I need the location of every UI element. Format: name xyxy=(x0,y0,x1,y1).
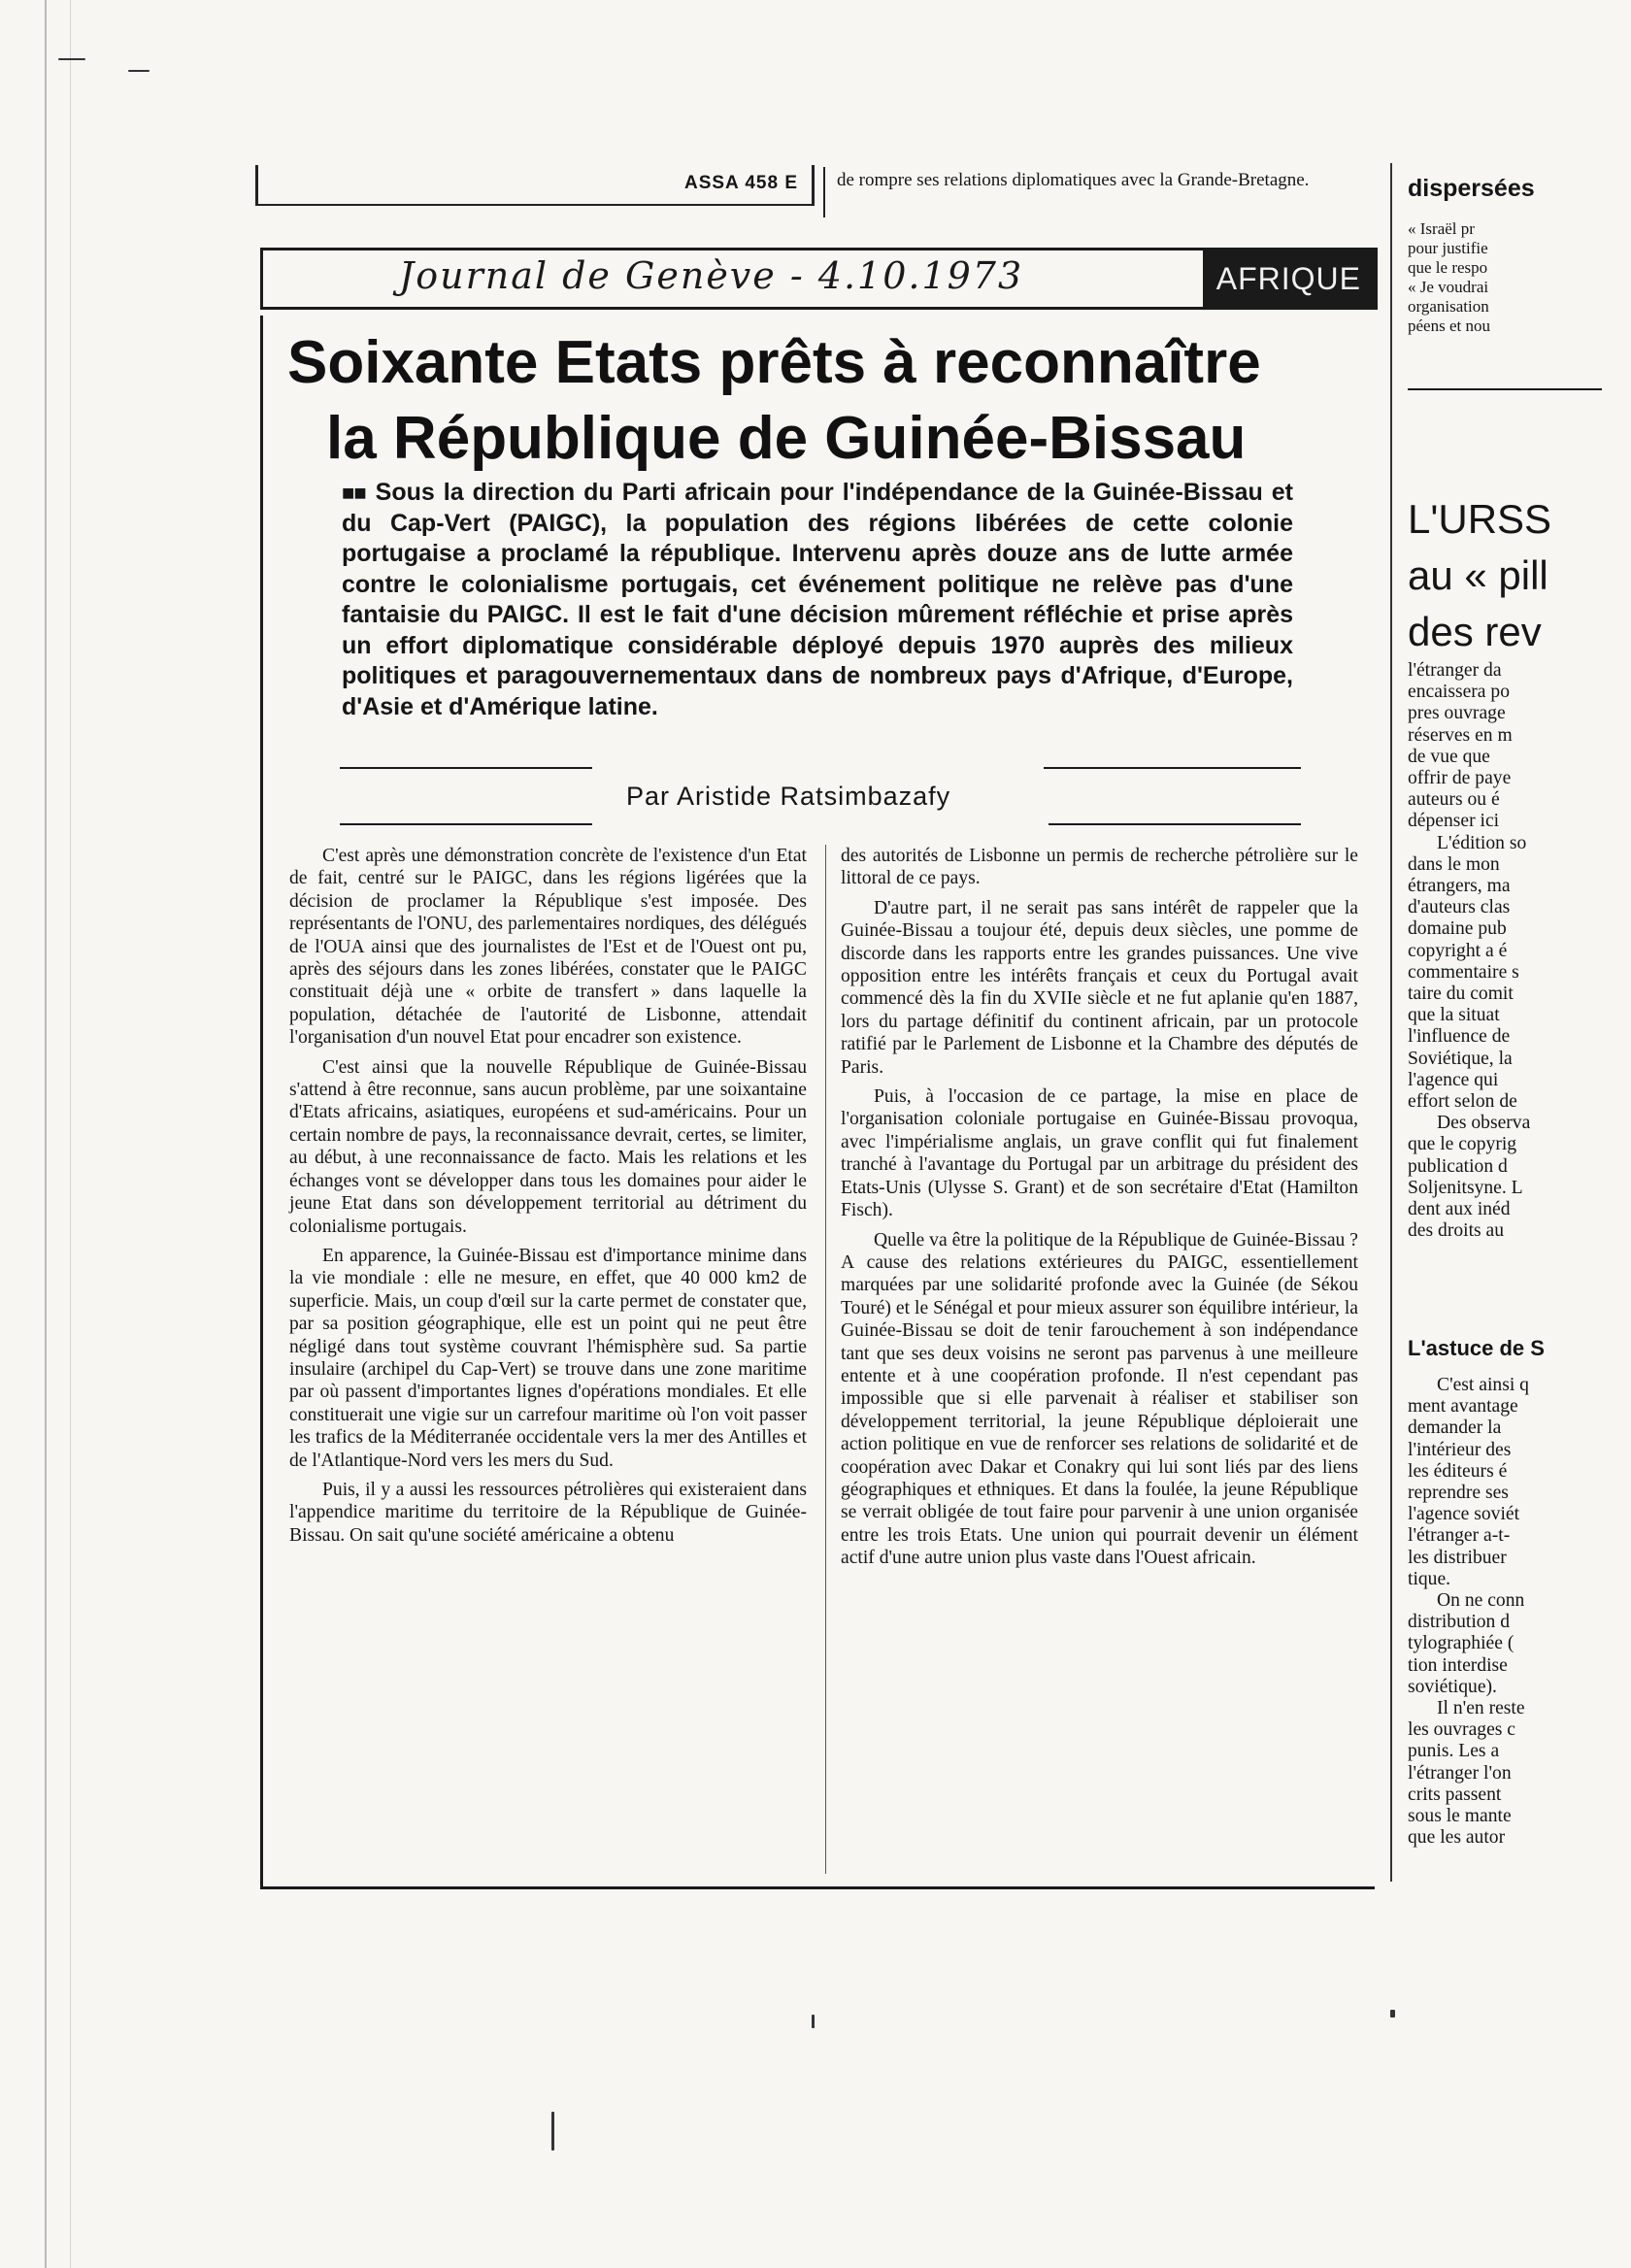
text-line: C'est ainsi q xyxy=(1437,1375,1529,1395)
article-lead xyxy=(342,478,1293,722)
text-line: demander la xyxy=(1408,1418,1502,1439)
scan-speck xyxy=(551,2112,554,2151)
text-line: que la situat xyxy=(1408,1005,1500,1026)
text-line: soviétique). xyxy=(1408,1676,1497,1697)
paragraph-continued: des autorités de Lisbonne un permis de recherche pétrolière sur le littoral de ce pays. xyxy=(841,846,1358,889)
byline: Par Aristide Ratsimbazafy xyxy=(626,782,951,811)
text-line: L'édition so xyxy=(1437,832,1527,853)
headline-line-1: Soixante Etats prêts à reconnaître xyxy=(287,329,1261,396)
paragraph: Puis, il y a aussi les ressources pétrolières qui existeraient dans l'appendice maritime du territoire de la République de Guinée-Bissau. On sait qu'une société américaine a obtenu xyxy=(289,1479,807,1546)
text-line: distribution d xyxy=(1408,1612,1511,1633)
scan-speck xyxy=(812,2015,815,2028)
paragraph: D'autre part, il ne serait pas sans intérêt de rappeler que la Guinée-Bissau a toujour été, depuis deux siècles, une pomme de discorde dans les rapports entre les grandes puissances. Une vive opposition entre les intérêts français et ceux du Portugal avait commencé dès la fin du XVIIe siècle et ne fut aplanie qu'en 1887, lors du partage définitif du continent africain, par un protocole ratifié par le Parlement de Lisbonne et la Chambre des députés de Paris. xyxy=(841,897,1358,1078)
text-line: Soviétique, la xyxy=(1408,1048,1513,1069)
scan-edge-faint xyxy=(70,0,71,2268)
text-line: reprendre ses xyxy=(1408,1483,1509,1504)
clipping-header-strip xyxy=(255,165,815,206)
text-line: Soljenitsyne. L xyxy=(1408,1177,1523,1198)
adjacent-article-column xyxy=(1408,163,1631,1872)
previous-article-tail: de rompre ses relations diplomatiques avec la Grande-Bretagne. xyxy=(837,170,1310,190)
side-column-border xyxy=(1390,163,1392,1882)
lead-bullets: ■■ xyxy=(342,481,366,505)
text-line: « Israël pr xyxy=(1408,219,1475,238)
byline-rule-top xyxy=(340,767,592,769)
text-line: que le respo xyxy=(1408,258,1488,277)
side-title: dispersées xyxy=(1408,175,1535,202)
text-line: organisation xyxy=(1408,297,1489,316)
text-line: les distribuer xyxy=(1408,1547,1507,1568)
text-line: « Je voudrai xyxy=(1408,278,1489,296)
text-line: que les autor xyxy=(1408,1827,1506,1849)
column-divider xyxy=(825,845,826,1874)
text-line: Des observa xyxy=(1437,1113,1531,1134)
paragraph: C'est ainsi que la nouvelle République de Guinée-Bissau s'attend à être reconnue, sans aucun problème, par une soixantaine d'Etats africains, asiatiques, européens et sud-américains. Pour un certain nombre de pays, la reconnaissance devrait, certes, se limiter, au début, à une reconnaissance de facto. Mais les relations et les échanges vont se développer dans tous les domaines pour aider le jeune Etat dans son développement territorial au détriment du colonialisme portugais. xyxy=(289,1056,807,1237)
masthead-bar xyxy=(260,248,1378,310)
paragraph: En apparence, la Guinée-Bissau est d'importance minime dans la vie mondiale : elle ne mesure, en effet, que 40 000 km2 de superficie. Mais, un coup d'œil sur la carte permet de constater que, par sa position géographique, elle est un point qui ne peut être négligé dans tout système couvrant l'hémisphère sud. Sa partie insulaire (archipel du Cap-Vert) se trouve dans une zone maritime par où passent d'importantes lignes d'opérations mondiales. Et elle constituerait une vigie sur un carrefour maritime où l'on voit passer les trafics de la Méditerranée occidentale vers la mer des Antilles et de l'Atlantique-Nord vers les mers du Sud. xyxy=(289,1245,807,1471)
text-line: l'intérieur des xyxy=(1408,1439,1512,1460)
text-line: les éditeurs é xyxy=(1408,1460,1508,1482)
scan-speck xyxy=(128,70,150,72)
section-label: AFRIQUE xyxy=(1203,250,1375,307)
article-column-1 xyxy=(289,845,807,1547)
headline-line-2: la République de Guinée-Bissau xyxy=(326,405,1247,472)
text-line: dent aux inéd xyxy=(1408,1199,1511,1220)
side-headline-line: L'URSS xyxy=(1408,496,1552,542)
text-line: d'auteurs clas xyxy=(1408,897,1511,918)
text-line: réserves en m xyxy=(1408,724,1513,746)
text-line: punis. Les a xyxy=(1408,1741,1500,1762)
text-line: offrir de paye xyxy=(1408,768,1512,789)
text-line: l'étranger l'on xyxy=(1408,1762,1512,1784)
text-line: crits passent xyxy=(1408,1784,1502,1805)
text-line: l'étranger da xyxy=(1408,660,1502,681)
text-line: péens et nou xyxy=(1408,317,1490,335)
article-headline xyxy=(287,325,1365,477)
text-line: On ne conn xyxy=(1437,1590,1525,1612)
text-line: copyright a é xyxy=(1408,940,1508,961)
scan-speck xyxy=(58,58,85,60)
byline-rule-left xyxy=(340,823,592,825)
text-line: encaissera po xyxy=(1408,682,1510,703)
text-line: effort selon de xyxy=(1408,1091,1517,1113)
paragraph: Quelle va être la politique de la République de Guinée-Bissau ? A cause des relations extérieures du PAIGC, essentiellement marquées par une solidarité profonde avec la Guinée (de Sékou Touré) et le Sénégal et pour mieux assurer son équilibre intérieur, la Guinée-Bissau se doit de tenir farouchement à son indépendance tant que ses deux voisins ne seront pas parvenus à une meilleure entente et à une coopération profonde. Il n'est cependant pas impossible que si elle parvenait à réaliser et stabiliser son développement territorial, la jeune République déploierait une action politique en vue de renforcer ses relations de solidarité et de coopération avec Dakar et Conakry qui lui sont liés par des liens géographiques et ethniques. Et dans la foulée, la jeune République se verrait obligée de tout faire pour parvenir à une union organisée entre les trois Etats. Une union qui pourrait devenir un élément actif d'une autre union plus vaste dans l'Ouest africain. xyxy=(841,1229,1358,1569)
text-line: l'agence qui xyxy=(1408,1069,1499,1090)
text-line: tylographiée ( xyxy=(1408,1633,1514,1654)
article-column-2 xyxy=(841,845,1358,1570)
text-line: de vue que xyxy=(1408,746,1490,767)
paragraph: Puis, à l'occasion de ce partage, la mise en place de l'organisation coloniale portugaise en Guinée-Bissau provoqua, avec l'impérialisme anglais, un grave conflit qui fut finalement tranché à l'avantage du Portugal par un arbitrage du président des Etats-Unis (Ulysse S. Grant) et de son secrétaire d'Etat (Hamilton Fisch). xyxy=(841,1086,1358,1221)
text-line: étrangers, ma xyxy=(1408,876,1511,897)
text-line: Il n'en reste xyxy=(1437,1698,1525,1719)
side-subheading: L'astuce de S xyxy=(1408,1336,1545,1360)
text-line: l'étranger a-t- xyxy=(1408,1525,1511,1547)
text-line: dans le mon xyxy=(1408,853,1500,875)
side-body-2 xyxy=(1408,1375,1631,1849)
clipping-code: ASSA 458 E xyxy=(683,173,798,193)
text-line: auteurs ou é xyxy=(1408,789,1500,811)
side-excerpt-top xyxy=(1408,219,1631,336)
handwritten-source-note: Journal de Genève - 4.10.1973 xyxy=(399,254,1024,297)
text-line: ment avantage xyxy=(1408,1396,1518,1418)
text-line: domaine pub xyxy=(1408,918,1507,940)
text-line: que le copyrig xyxy=(1408,1134,1517,1155)
side-rule xyxy=(1408,388,1602,390)
side-headline-line: des rev xyxy=(1408,609,1542,654)
scan-edge xyxy=(45,0,47,2268)
text-line: publication d xyxy=(1408,1155,1508,1177)
text-line: pres ouvrage xyxy=(1408,703,1506,724)
text-line: commentaire s xyxy=(1408,961,1519,983)
text-line: tion interdise xyxy=(1408,1654,1508,1676)
text-line: l'influence de xyxy=(1408,1026,1511,1048)
text-line: pour justifie xyxy=(1408,239,1488,257)
text-line: des droits au xyxy=(1408,1220,1505,1242)
column-divider xyxy=(823,167,825,217)
text-line: les ouvrages c xyxy=(1408,1719,1515,1741)
side-body xyxy=(1408,660,1631,1242)
byline-rule-right xyxy=(1048,823,1301,825)
paragraph: C'est après une démonstration concrète de l'existence d'un Etat de fait, centré sur le PAIGC, dans les régions ligérées que la décision de proclamer la République s'est imposée. Des représentants de l'ONU, des parlementaires nordiques, des délégués de l'OUA ainsi que des journalistes de l'Est et de l'Ouest ont pu, après des séjours dans les zones libérées, constater que le PAIGC constituait déjà une « orbite de transfert » dans laquelle la population, détachée de l'autorité de Lisbonne, attendait l'organisation d'un nouvel Etat pour encadrer son existence. xyxy=(289,846,807,1049)
text-line: tique. xyxy=(1408,1568,1451,1589)
text-line: dépenser ici xyxy=(1408,811,1500,832)
side-headline-line: au « pill xyxy=(1408,552,1548,598)
text-line: taire du comit xyxy=(1408,984,1514,1005)
byline-rule-top-right xyxy=(1044,767,1301,769)
text-line: l'agence soviét xyxy=(1408,1504,1520,1525)
lead-text: Sous la direction du Parti africain pour l'indépendance de la Guinée-Bissau et du Cap-Vert (PAIGC), la population des régions libérées de cette colonie portugaise a proclamé la république. Intervenu après douze ans de lutte armée contre le colonialisme portugais, cet événement politique ne relève pas d'une fantaisie du PAIGC. Il est le fait d'une décision mûrement réfléchie et prise après un effort diplomatique considérable déployé depuis 1970 auprès des milieux politiques et paragouvernementaux dans de nombreux pays d'Afrique, d'Europe, d'Asie et d'Amérique latine. xyxy=(342,479,1293,720)
text-line: sous le mante xyxy=(1408,1806,1512,1827)
scan-speck xyxy=(1390,2010,1395,2018)
